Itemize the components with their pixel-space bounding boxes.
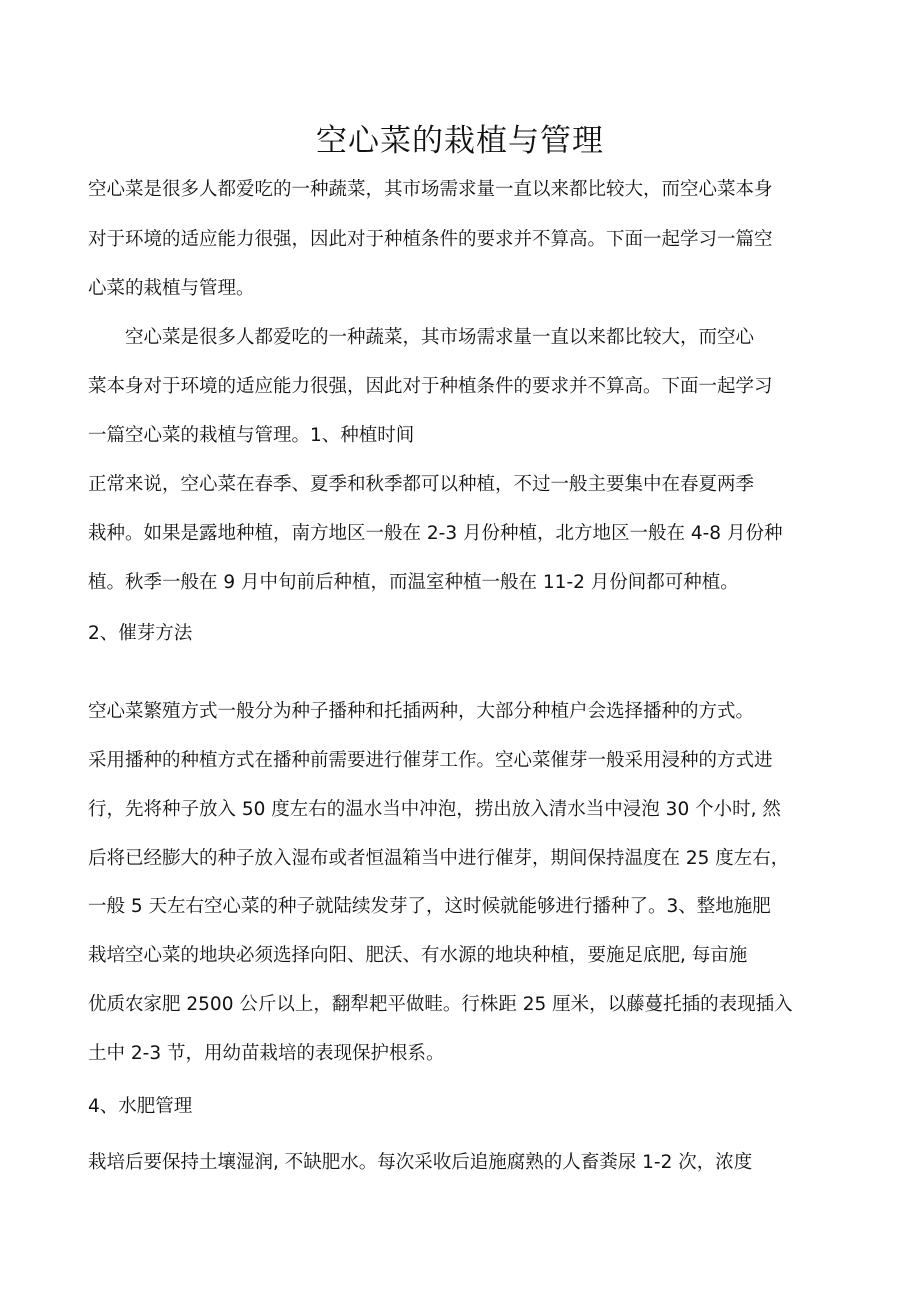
text-line: 一般 5 天左右空心菜的种子就陆续发芽了，这时候就能够进行播种了。3、整地施肥 bbox=[88, 896, 771, 917]
text-line: 行，先将种子放入 50 度左右的温水当中冲泡，捞出放入清水当中浸泡 30 个小时, 然 bbox=[88, 799, 781, 820]
text-line: 心菜的栽植与管理。 bbox=[88, 278, 255, 299]
text-line: 空心菜是很多人都爱吃的一种蔬菜，其市场需求量一直以来都比较大，而空心 bbox=[88, 327, 755, 348]
text-line: 对于环境的适应能力很强，因此对于种植条件的要求并不算高。下面一起学习一篇空 bbox=[88, 229, 773, 250]
document-title: 空心菜的栽植与管理 bbox=[316, 123, 604, 159]
text-line: 空心菜繁殖方式一般分为种子播种和托插两种，大部分种植户会选择播种的方式。 bbox=[88, 701, 755, 722]
text-line: 土中 2-3 节，用幼苗栽培的表现保护根系。 bbox=[88, 1043, 445, 1064]
text-line: 后将已经膨大的种子放入湿布或者恒温箱当中进行催芽，期间保持温度在 25 度左右， bbox=[88, 848, 790, 869]
text-line: 一篇空心菜的栽植与管理。1、种植时间 bbox=[88, 425, 415, 446]
text-line: 优质农家肥 2500 公斤以上，翻犁耙平做畦。行株距 25 厘米，以藤蔓托插的表现插入 bbox=[88, 994, 793, 1015]
text-line: 植。秋季一般在 9 月中旬前后种植，而温室种植一般在 11-2 月份间都可种植。 bbox=[88, 572, 739, 593]
text-line: 菜本身对于环境的适应能力很强，因此对于种植条件的要求并不算高。下面一起学习 bbox=[88, 376, 773, 397]
text-line: 采用播种的种植方式在播种前需要进行催芽工作。空心菜催芽一般采用浸种的方式进 bbox=[88, 750, 773, 771]
text-line: 栽培空心菜的地块必须选择向阳、肥沃、有水源的地块种植，要施足底肥, 每亩施 bbox=[88, 945, 748, 966]
text-line: 正常来说，空心菜在春季、夏季和秋季都可以种植，不过一般主要集中在春夏两季 bbox=[88, 474, 755, 495]
section-heading: 2、催芽方法 bbox=[88, 623, 193, 644]
section-heading: 4、水肥管理 bbox=[88, 1096, 193, 1117]
text-line: 空心菜是很多人都爱吃的一种蔬菜，其市场需求量一直以来都比较大，而空心菜本身 bbox=[88, 179, 773, 200]
text-line: 栽培后要保持土壤湿润, 不缺肥水。每次采收后追施腐熟的人畜粪尿 1-2 次，浓度 bbox=[88, 1152, 753, 1173]
text-line: 栽种。如果是露地种植，南方地区一般在 2-3 月份种植，北方地区一般在 4-8 月份种 bbox=[88, 523, 783, 544]
